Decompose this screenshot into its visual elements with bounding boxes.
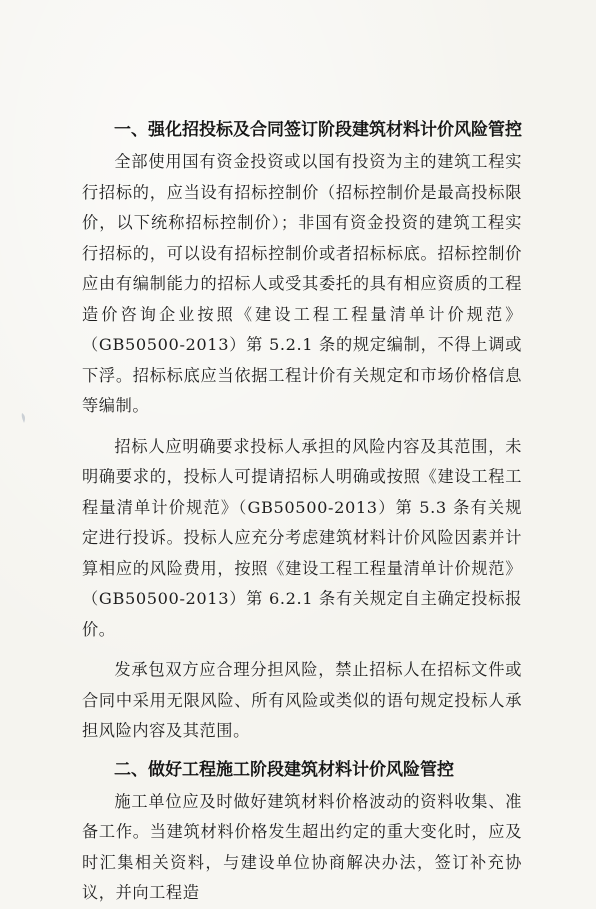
paragraph-2: 招标人应明确要求投标人承担的风险内容及其范围，未明确要求的，投标人可提请招标人明确或按照《建设工程工程量清单计价规范》（GB50500-2013）第 5.3 条有关规定进行投诉。投标人应充分考虑建筑材料计价风险因素并计算相应的风险费用，按照《建设工程工程量清单计价规范》（GB50500-2013）第 6.2.1 条有关规定自主确定投标报价。 (82, 436, 522, 639)
paragraph-1: 全部使用国有资金投资或以国有投资为主的建筑工程实行招标的，应当设有招标控制价（招标控制价是最高投标限价，以下统称招标控制价）；非国有资金投资的建筑工程实行招标的，可以设有招标控制价或者招标标底。招标控制价应由有编制能力的招标人或受其委托的具有相应资质的工程造价咨询企业按照《建设工程工程量清单计价规范》（GB50500-2013）第 5.2.1 条的规定编制，不得上调或下浮。招标标底应当依据工程计价有关规定和市场价格信息等编制。 (82, 152, 522, 415)
paragraph-4: 施工单位应及时做好建筑材料价格波动的资料收集、准备工作。当建筑材料价格发生超出约定的重大变化时，应及时汇集相关资料，与建设单位协商解决办法，签订补充协议，并向工程造 (82, 791, 522, 902)
document-body (82, 113, 522, 909)
paragraph-3: 发承包双方应合理分担风险，禁止招标人在招标文件或合同中采用无限风险、所有风险或类似的语句规定投标人承担风险内容及其范围。 (82, 660, 522, 740)
section-heading-1: 一、强化招投标及合同签订阶段建筑材料计价风险管控 (114, 120, 522, 140)
scan-smudge-mark (20, 412, 28, 424)
section-heading-2: 二、做好工程施工阶段建筑材料计价风险管控 (114, 759, 454, 780)
